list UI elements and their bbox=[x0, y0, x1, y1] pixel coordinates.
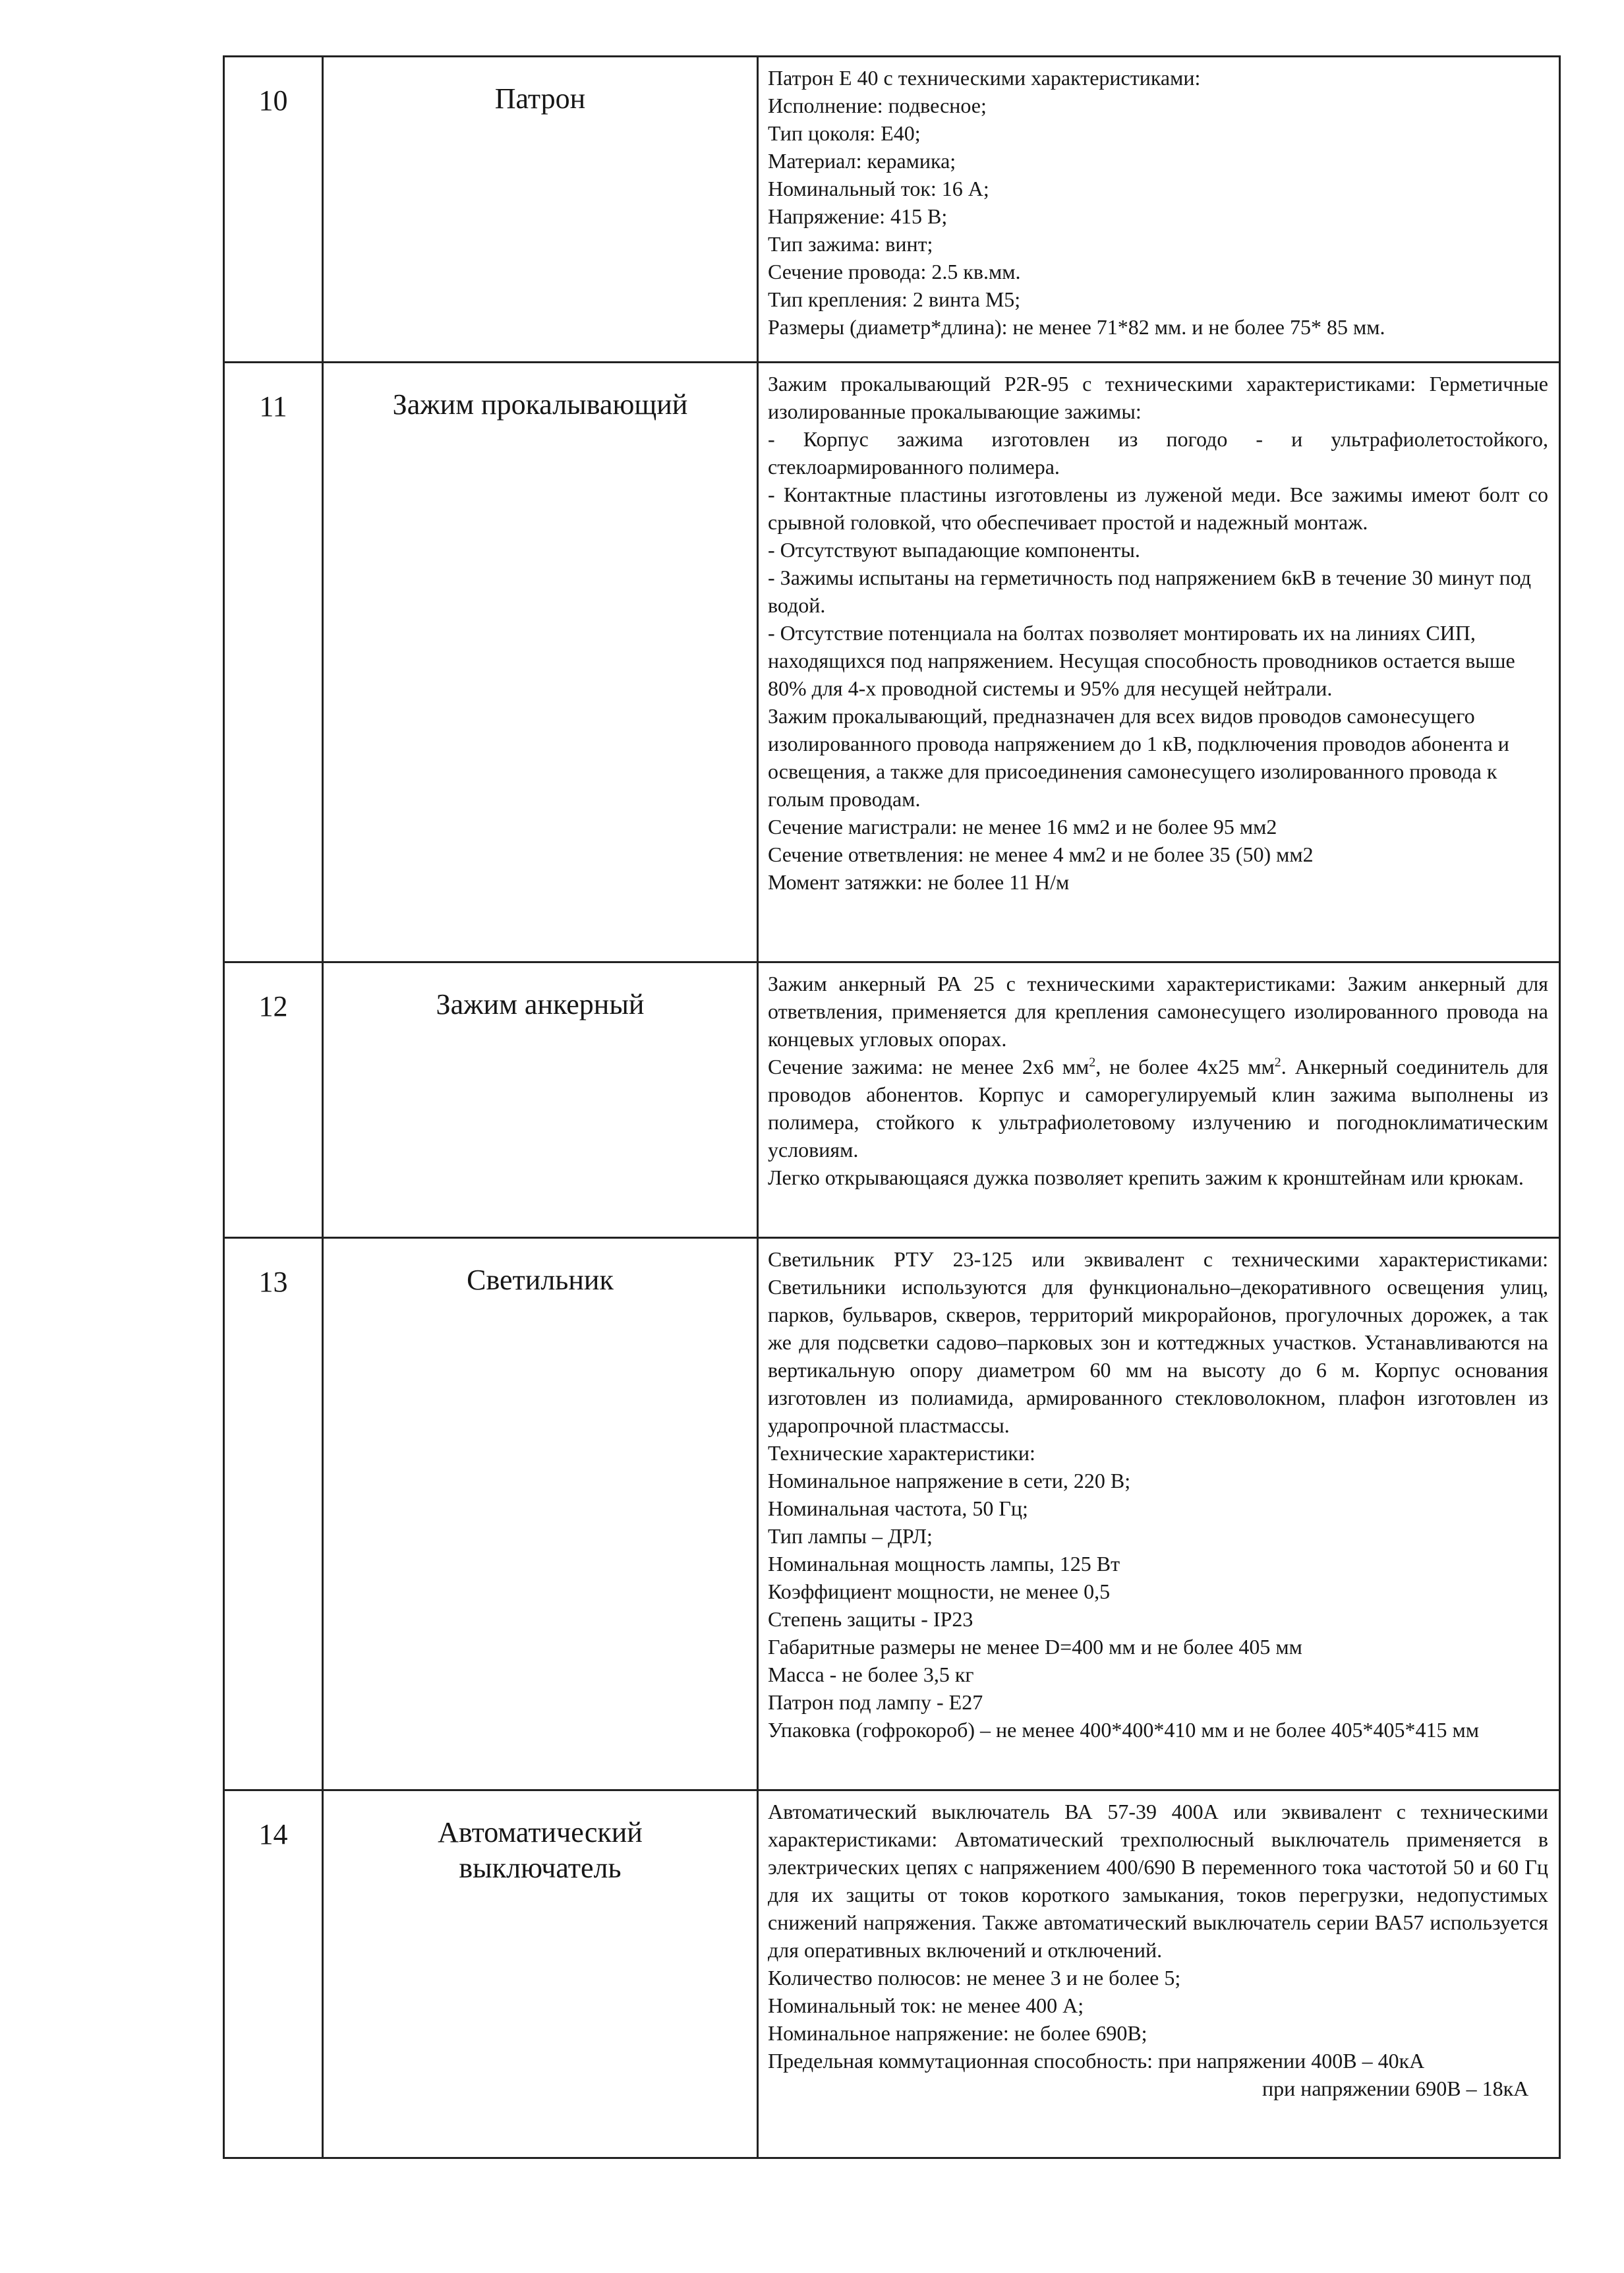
description-line: Сечение ответвления: не менее 4 мм2 и не более 35 (50) мм2 bbox=[768, 842, 1314, 866]
description-line: Степень защиты - IP23 bbox=[768, 1607, 973, 1631]
description-line: Исполнение: подвесное; bbox=[768, 94, 987, 117]
description-line: Тип зажима: винт; bbox=[768, 232, 933, 256]
description-line: Номинальное напряжение в сети, 220 В; bbox=[768, 1469, 1131, 1492]
table-row bbox=[224, 1790, 1560, 2158]
item-name: Патрон bbox=[323, 57, 758, 363]
table-row bbox=[224, 363, 1560, 962]
description-line: Номинальное напряжение: не более 690В; bbox=[768, 2021, 1147, 2045]
description-line: Легко открывающаяся дужка позволяет крепить зажим к кронштейнам или крюкам. bbox=[768, 1166, 1524, 1189]
description-line: Технические характеристики: bbox=[768, 1441, 1035, 1465]
description-line: Габаритные размеры не менее D=400 мм и не более 405 мм bbox=[768, 1635, 1302, 1659]
description-line: Номинальная частота, 50 Гц; bbox=[768, 1496, 1028, 1520]
row-number: 11 bbox=[224, 363, 323, 962]
description-line: Тип лампы – ДРЛ; bbox=[768, 1524, 933, 1548]
description-line: Автоматический выключатель ВА 57-39 400А или эквивалент с техническими характеристиками: Автоматический трехполюсный выключатель применяется в электрических цепях с напряжением 400/690 В переменного тока частотой 50 и 60 Гц для их защиты от токов короткого замыкания, токов перегрузки, недопустимых снижений напряжения. Также автоматический выключатель серии ВА57 используется для оперативных включений и отключений. bbox=[768, 1800, 1548, 1962]
description-line: - Зажимы испытаны на герметичность под напряжением 6кВ в течение 30 минут под водой. bbox=[768, 566, 1532, 617]
description-line: Количество полюсов: не менее 3 и не более 5; bbox=[768, 1966, 1181, 1990]
item-name: Зажим прокалывающий bbox=[323, 363, 758, 962]
item-description bbox=[758, 363, 1560, 962]
description-line: Номинальный ток: не менее 400 А; bbox=[768, 1993, 1084, 2017]
item-description bbox=[758, 962, 1560, 1238]
table-row bbox=[224, 57, 1560, 363]
description-line: Зажим анкерный РА 25 с техническими характеристиками: Зажим анкерный для ответвления, применяется для крепления самонесущего изолированного провода на концевых угловых опорах. bbox=[768, 972, 1548, 1051]
item-name: Зажим анкерный bbox=[323, 962, 758, 1238]
description-line: - Контактные пластины изготовлены из луженой меди. Все зажимы имеют болт со срывной головкой, что обеспечивает простой и надежный монтаж. bbox=[768, 483, 1548, 534]
item-description bbox=[758, 57, 1560, 363]
description-line: Упаковка (гофрокороб) – не менее 400*400*410 мм и не более 405*405*415 мм bbox=[768, 1718, 1480, 1742]
section-text: , не более 4х25 мм bbox=[1095, 1055, 1275, 1078]
section-text: . Анкерный соединитель для проводов абонентов. Корпус и саморегулируемый клин зажима выполнены из полимера, стойкого к ультрафиолетовому излучению и погодноклиматическим условиям. bbox=[768, 1055, 1549, 1162]
item-name: Автоматический выключатель bbox=[323, 1790, 758, 2158]
description-line: - Корпус зажима изготовлен из погодо - и ультрафиолетостойкого, стеклоармированного полимера. bbox=[768, 427, 1548, 479]
item-name: Светильник bbox=[323, 1238, 758, 1790]
description-line: Материал: керамика; bbox=[768, 149, 956, 173]
description-line: Номинальная мощность лампы, 125 Вт bbox=[768, 1552, 1120, 1576]
superscript: 2 bbox=[1274, 1055, 1281, 1070]
description-line: Предельная коммутационная способность: при напряжении 400В – 40кА bbox=[768, 2049, 1425, 2073]
description-line bbox=[768, 1053, 1548, 1164]
superscript: 2 bbox=[1089, 1055, 1096, 1070]
item-description bbox=[758, 1790, 1560, 2158]
specification-table bbox=[223, 55, 1561, 2159]
description-line: Светильник РТУ 23-125 или эквивалент с техническими характеристиками: Светильники используются для функционально–декоративного освещения улиц, парков, бульваров, скверов, территорий микрорайонов, прогулочных дорожек, а так же для подсветки садово–парковых зон и коттеджных участков. Устанавливаются на вертикальную опору диаметром 60 мм на высоту до 6 м. Корпус основания изготовлен из полиамида, армированного стекловолокном, плафон изготовлен из ударопрочной пластмассы. bbox=[768, 1247, 1548, 1437]
description-line: Коэффициент мощности, не менее 0,5 bbox=[768, 1579, 1111, 1603]
section-text: Сечение зажима: не менее 2х6 мм bbox=[768, 1055, 1089, 1078]
description-line: Тип крепления: 2 винта М5; bbox=[768, 287, 1021, 311]
description-line: Тип цоколя: Е40; bbox=[768, 121, 921, 145]
description-line: Масса - не более 3,5 кг bbox=[768, 1663, 974, 1686]
description-line: Патрон под лампу - Е27 bbox=[768, 1690, 983, 1714]
description-line: Зажим прокалывающий, предназначен для всех видов проводов самонесущего изолированного провода напряжением до 1 кВ, подключения проводов абонента и освещения, а также для присоединения самонесущего изолированного провода к голым проводам. bbox=[768, 704, 1509, 811]
row-number: 12 bbox=[224, 962, 323, 1238]
description-line: Напряжение: 415 В; bbox=[768, 204, 948, 228]
table-row bbox=[224, 1238, 1560, 1790]
description-line: Размеры (диаметр*длина): не менее 71*82 мм. и не более 75* 85 мм. bbox=[768, 315, 1385, 339]
description-line: - Отсутствуют выпадающие компоненты. bbox=[768, 538, 1140, 562]
description-line: Сечение провода: 2.5 кв.мм. bbox=[768, 260, 1021, 283]
description-line: - Отсутствие потенциала на болтах позволяет монтировать их на линиях СИП, находящихся под напряжением. Несущая способность проводников остается выше 80% для 4-х проводной системы и 95% для несущей нейтрали. bbox=[768, 621, 1515, 700]
description-line: Патрон Е 40 с техническими характеристиками: bbox=[768, 66, 1201, 90]
description-line: Сечение магистрали: не менее 16 мм2 и не более 95 мм2 bbox=[768, 815, 1277, 839]
description-line: Номинальный ток: 16 А; bbox=[768, 177, 989, 200]
description-line: Момент затяжки: не более 11 Н/м bbox=[768, 870, 1070, 894]
item-description bbox=[758, 1238, 1560, 1790]
row-number: 10 bbox=[224, 57, 323, 363]
row-number: 14 bbox=[224, 1790, 323, 2158]
description-line: Зажим прокалывающий Р2R-95 с техническими характеристиками: Герметичные изолированные прокалывающие зажимы: bbox=[768, 372, 1548, 423]
description-line: при напряжении 690В – 18кА bbox=[1262, 2077, 1529, 2100]
table-row bbox=[224, 962, 1560, 1238]
row-number: 13 bbox=[224, 1238, 323, 1790]
